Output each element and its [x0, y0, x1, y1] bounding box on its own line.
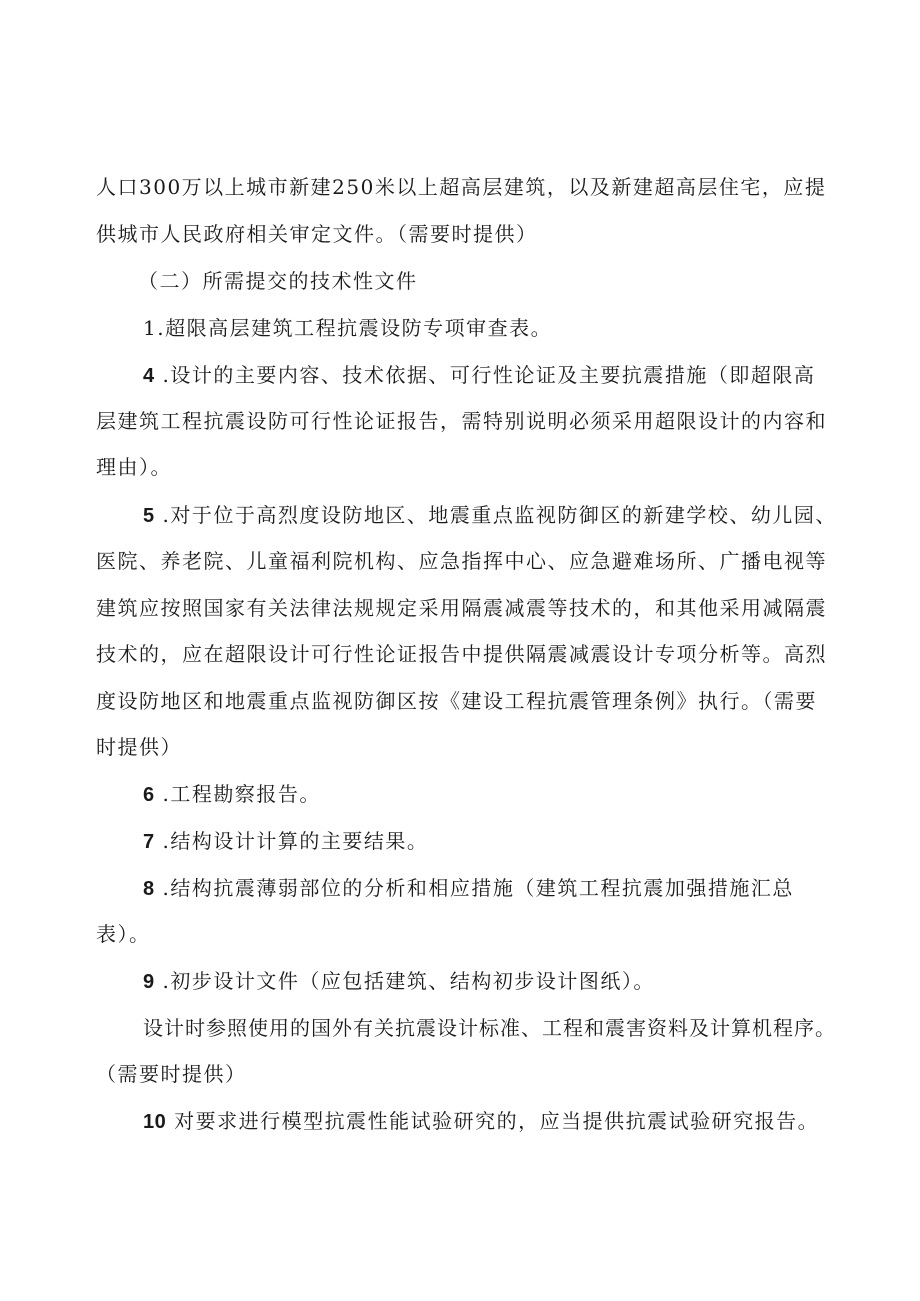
item-4-line-3: 理由）。	[96, 455, 172, 479]
paragraph-1-line-1: 人口300万以上城市新建250米以上超高层建筑，以及新建超高层住宅，应提	[96, 175, 827, 199]
item-1: 1.超限高层建筑工程抗震设防专项审查表。	[143, 316, 553, 340]
item-number: 9	[143, 971, 155, 993]
item-4-line-1	[143, 360, 815, 391]
item-5-line-1	[143, 500, 837, 531]
paragraph-10-line-2: （需要时提供）	[96, 1062, 247, 1086]
item-10	[143, 1106, 819, 1137]
item-number: 7	[143, 831, 155, 853]
item-8-line-2: 表）。	[96, 922, 151, 946]
item-number: 8	[143, 878, 155, 900]
item-9-text: .初步设计文件（应包括建筑、结构初步设计图纸）。	[162, 969, 655, 993]
item-number: 6	[143, 784, 155, 806]
item-5-line-4: 技术的，应在超限设计可行性论证报告中提供隔震减震设计专项分析等。高烈	[96, 642, 827, 666]
item-8-text: .结构抗震薄弱部位的分析和相应措施（建筑工程抗震加强措施汇总	[162, 876, 794, 900]
paragraph-10-line-1: 设计时参照使用的国外有关抗震设计标准、工程和震害资料及计算机程序。	[143, 1016, 836, 1040]
item-4-text: .设计的主要内容、技术依据、可行性论证及主要抗震措施（即超限高	[162, 363, 816, 387]
item-number: 10	[143, 1111, 167, 1133]
item-5-text: .对于位于高烈度设防地区、地震重点监视防御区的新建学校、幼儿园、	[162, 503, 837, 527]
item-number: 5	[143, 505, 155, 527]
section-heading: （二）所需提交的技术性文件	[138, 269, 418, 293]
item-4-line-2: 层建筑工程抗震设防可行性论证报告，需特别说明必须采用超限设计的内容和	[96, 409, 827, 433]
item-6-text: .工程勘察报告。	[162, 782, 321, 806]
item-5-line-2: 医院、养老院、儿童福利院机构、应急指挥中心、应急避难场所、广播电视等	[96, 549, 827, 573]
item-6	[143, 779, 321, 810]
item-8-line-1	[143, 873, 794, 904]
item-5-line-3: 建筑应按照国家有关法律法规规定采用隔震减震等技术的，和其他采用减隔震	[96, 596, 827, 620]
item-number: 4	[143, 365, 155, 387]
item-7-text: .结构设计计算的主要结果。	[162, 829, 429, 853]
item-5-line-5: 度设防地区和地震重点监视防御区按《建设工程抗震管理条例》执行。（需要	[96, 689, 817, 713]
item-10-text: 对要求进行模型抗震性能试验研究的，应当提供抗震试验研究报告。	[174, 1109, 820, 1133]
item-9	[143, 966, 655, 997]
item-5-line-6: 时提供）	[96, 735, 182, 759]
item-7	[143, 826, 428, 857]
paragraph-1-line-2: 供城市人民政府相关审定文件。（需要时提供）	[96, 222, 538, 246]
